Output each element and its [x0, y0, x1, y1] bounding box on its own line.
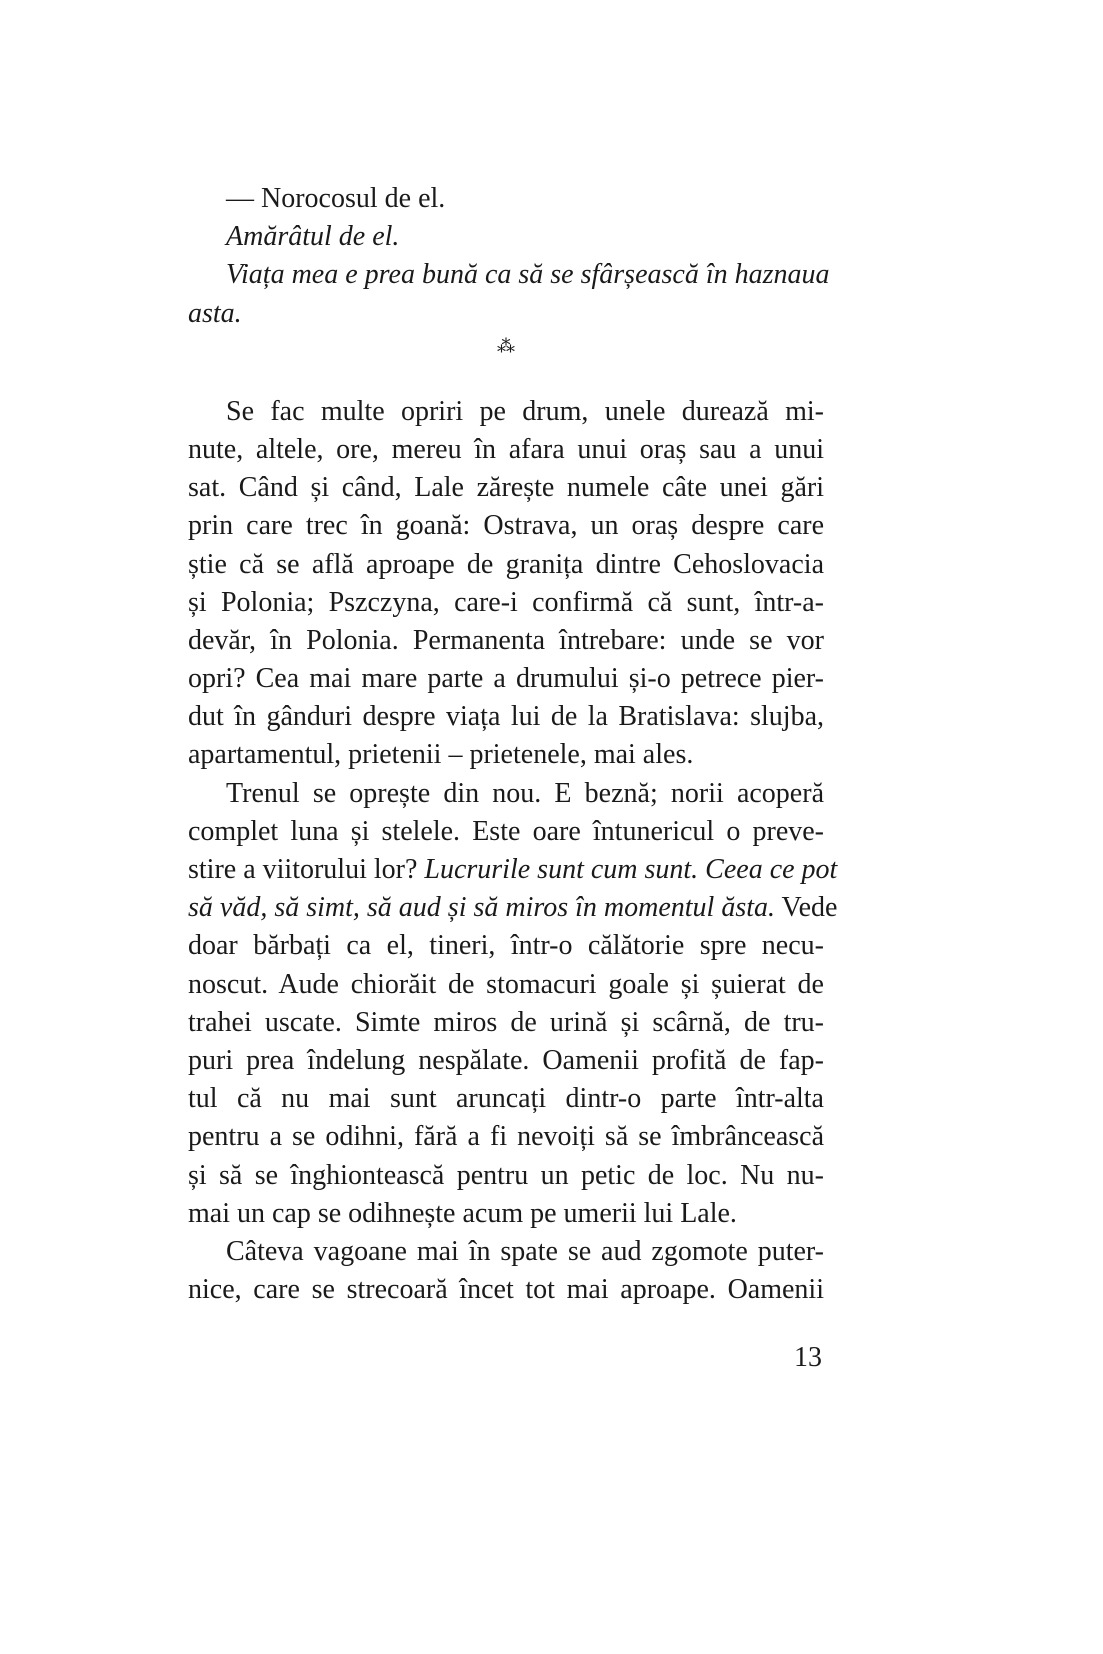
italic-run: să văd, să simt, să aud și să miros în momentul ăsta. [188, 892, 776, 924]
text-line: Câteva vagoane mai în spate se aud zgomote puter- [226, 1235, 824, 1267]
text-line: complet luna și stelele. Este oare întunericul o preve- [188, 815, 824, 847]
text-line: pentru a se odihni, fără a fi nevoiți să se îmbrâncească [188, 1121, 824, 1153]
text-line: puri prea îndelung nespălate. Oamenii profită de fap- [188, 1044, 824, 1076]
text-line: și Polonia; Pszczyna, care-i confirmă că sunt, într-a- [188, 586, 824, 618]
paragraph [188, 393, 824, 775]
text-line: mai un cap se odihnește acum pe umerii lui Lale. [188, 1197, 737, 1229]
text-line: sat. Când și când, Lale zărește numele câte unei gări [188, 472, 824, 504]
text-line: Trenul se oprește din nou. E beznă; norii acoperă [226, 777, 824, 809]
text-line: dut în gânduri despre viața lui de la Bratislava: slujba, [188, 701, 824, 733]
text-line: trahei uscate. Simte miros de urină și scârnă, de tru- [188, 1006, 824, 1038]
italic-run: Lucrurile sunt cum sunt. Ceea ce pot [424, 854, 838, 885]
text-line: devăr, în Polonia. Permanenta întrebare: unde se vor [188, 624, 824, 656]
italic-thought: Amărâtul de el. [226, 221, 400, 253]
text-line: opri? Cea mai mare parte a drumului și-o petrece pier- [188, 663, 824, 695]
paragraph [188, 1233, 824, 1309]
text-line [188, 889, 838, 927]
text-line: prin care trec în goană: Ostrava, un oraș despre care [188, 510, 824, 542]
italic-thought: asta. [188, 297, 242, 329]
text-line: și să se înghiontească pentru un petic de loc. Nu nu- [188, 1159, 824, 1191]
text-line [188, 851, 838, 889]
dialog-line: — Norocosul de el. [226, 183, 446, 214]
text-run: Vede [775, 892, 838, 924]
text-line: apartamentul, prietenii – prietenele, mai ales. [188, 739, 694, 771]
paragraph [188, 775, 838, 1233]
book-page [188, 180, 838, 1309]
text-line: Se fac multe opriri pe drum, unele durează mi- [226, 395, 824, 427]
text-run: stire a viitorului lor? [188, 854, 425, 885]
italic-thought: Viața mea e prea bună ca să se sfârșească în haznaua [226, 259, 830, 291]
text-line: știe că se află aproape de granița dintre Cehoslovacia [188, 548, 824, 580]
section-break-asterisk: ⁂ [497, 335, 515, 356]
page-number: 13 [794, 1342, 822, 1373]
text-line: tul că nu mai sunt aruncați dintr-o parte într-alta [188, 1083, 824, 1115]
text-line: noscut. Aude chiorăit de stomacuri goale și șuierat de [188, 968, 824, 1000]
text-line: nute, altele, ore, mereu în afara unui oraș sau a unui [188, 433, 824, 465]
text-line: nice, care se strecoară încet tot mai aproape. Oamenii [188, 1274, 824, 1306]
text-line: doar bărbați ca el, tineri, într-o călătorie spre necu- [188, 930, 824, 962]
